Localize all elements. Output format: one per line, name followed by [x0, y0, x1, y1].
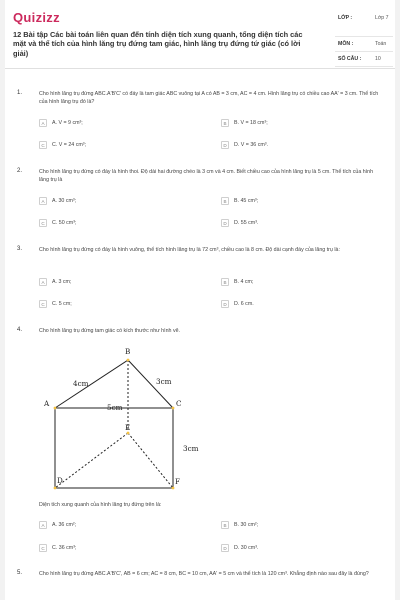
question-after-text: Diện tích xung quanh của hình lăng trụ đứng trên là:	[39, 502, 162, 508]
option-a[interactable]	[39, 197, 76, 205]
meta-row-count	[335, 52, 393, 67]
label-d: D	[57, 476, 63, 485]
question-number: 5.	[17, 570, 23, 576]
option-text: B. 30 cm²;	[234, 522, 259, 528]
label-a: A	[44, 399, 50, 408]
option-d[interactable]	[221, 300, 254, 308]
vertex-f	[172, 487, 175, 490]
question-number: 3.	[17, 246, 23, 252]
option-text: A. 30 cm³;	[52, 198, 77, 204]
option-letter-box: A	[39, 119, 47, 127]
vertex-c	[172, 407, 175, 410]
meta-row-subject	[335, 37, 393, 52]
option-c[interactable]	[39, 141, 86, 149]
option-text: D. 6 cm.	[234, 301, 254, 307]
label-e: E	[125, 423, 131, 432]
label-c: C	[176, 399, 182, 408]
edge-ed-hidden	[55, 433, 128, 488]
option-b[interactable]	[221, 521, 258, 529]
vertex-d	[54, 487, 57, 490]
meta-row-class	[335, 12, 393, 37]
option-letter-box: A	[39, 197, 47, 205]
question-text: Cho hình lăng trụ đứng có đáy là hình thoi. Độ dài hai đường chéo là 3 cm và 4 cm. Biết chiều cao của hình lăng trụ là 5 cm. Thể tích của hình lăng trụ là	[39, 169, 374, 183]
question-text: Cho hình lăng trụ đứng ABC.A'B'C', AB = 6 cm; AC = 8 cm, BC = 10 cm, AA' = 5 cm và thể tích là 120 cm³. Khẳng định nào sau đây là đúng?	[39, 571, 369, 577]
option-text: C. 5 cm;	[52, 301, 72, 307]
meta-table	[335, 12, 393, 67]
option-text: A. 3 cm;	[52, 279, 72, 285]
meta-value: Toán	[375, 41, 387, 47]
option-a[interactable]	[39, 521, 76, 529]
dim-cf: 3cm	[183, 444, 199, 453]
option-text: B. V = 18 cm³;	[234, 120, 268, 126]
option-letter-box: D	[221, 544, 229, 552]
vertex-b	[127, 359, 130, 362]
question-number: 1.	[17, 90, 23, 96]
option-text: B. 4 cm;	[234, 279, 254, 285]
option-d[interactable]	[221, 544, 258, 552]
option-d[interactable]	[221, 219, 258, 227]
label-f: F	[175, 477, 180, 486]
label-b: B	[125, 347, 131, 356]
option-text: D. 55 cm³.	[234, 220, 259, 226]
meta-key: SỐ CÂU :	[338, 56, 362, 62]
option-letter-box: C	[39, 300, 47, 308]
option-b[interactable]	[221, 278, 253, 286]
document-title: 12 Bài tập Các bài toán liên quan đến tính diện tích xung quanh, tổng diện tích các mặt và thể tích của hình lăng trụ đứng tam giác, hình lăng trụ đứng tứ giác (có lời giải)	[13, 30, 303, 58]
option-text: A. V = 9 cm³;	[52, 120, 83, 126]
dim-ac: 5cm	[107, 403, 123, 412]
option-b[interactable]	[221, 197, 258, 205]
option-letter-box: D	[221, 300, 229, 308]
option-text: C. V = 24 cm³;	[52, 142, 86, 148]
option-text: C. 36 cm³;	[52, 545, 77, 551]
edge-ef-hidden	[128, 433, 173, 488]
option-letter-box: B	[221, 521, 229, 529]
option-b[interactable]	[221, 119, 268, 127]
vertex-a	[54, 407, 57, 410]
quizizz-logo: Quizizz	[13, 10, 60, 25]
meta-key: LỚP :	[338, 15, 353, 21]
edge-ab	[55, 360, 128, 408]
meta-key: MÔN :	[338, 41, 354, 47]
option-letter-box: D	[221, 219, 229, 227]
meta-value: Lớp 7	[375, 15, 389, 21]
vertex-e	[127, 432, 130, 435]
option-text: B. 45 cm³;	[234, 198, 259, 204]
option-c[interactable]	[39, 300, 72, 308]
question-text: Cho hình lăng trụ đứng tam giác có kích thước như hình vẽ.	[39, 328, 181, 334]
question-number: 4.	[17, 327, 23, 333]
document-header	[5, 0, 395, 69]
option-letter-box: C	[39, 219, 47, 227]
question-text: Cho hình lăng trụ đứng có đáy là hình vuông, thể tích hình lăng trụ là 72 cm³, chiều cao là 8 cm. Độ dài cạnh đáy của lăng trụ là:	[39, 247, 340, 253]
option-a[interactable]	[39, 278, 71, 286]
prism-figure	[31, 340, 221, 490]
option-letter-box: B	[221, 278, 229, 286]
option-letter-box: A	[39, 278, 47, 286]
option-letter-box: A	[39, 521, 47, 529]
option-text: D. V = 36 cm³.	[234, 142, 268, 148]
option-letter-box: B	[221, 197, 229, 205]
option-a[interactable]	[39, 119, 83, 127]
question-number: 2.	[17, 168, 23, 174]
option-text: D. 30 cm³.	[234, 545, 259, 551]
question-text: Cho hình lăng trụ đứng ABC.A'B'C' có đáy là tam giác ABC vuông tại A có AB = 3 cm, AC = 4 cm. Hình lăng trụ có chiều cao AA' = 3 cm. Thể tích của hình lăng trụ đó là?	[39, 91, 379, 105]
option-c[interactable]	[39, 544, 76, 552]
option-d[interactable]	[221, 141, 268, 149]
option-letter-box: C	[39, 544, 47, 552]
dim-ab: 4cm	[73, 379, 89, 388]
dim-bc: 3cm	[156, 377, 172, 386]
meta-value: 10	[375, 56, 381, 62]
option-letter-box: B	[221, 119, 229, 127]
option-letter-box: D	[221, 141, 229, 149]
document-page	[5, 0, 395, 600]
option-letter-box: C	[39, 141, 47, 149]
option-text: C. 50 cm³;	[52, 220, 77, 226]
option-text: A. 36 cm²;	[52, 522, 77, 528]
option-c[interactable]	[39, 219, 76, 227]
